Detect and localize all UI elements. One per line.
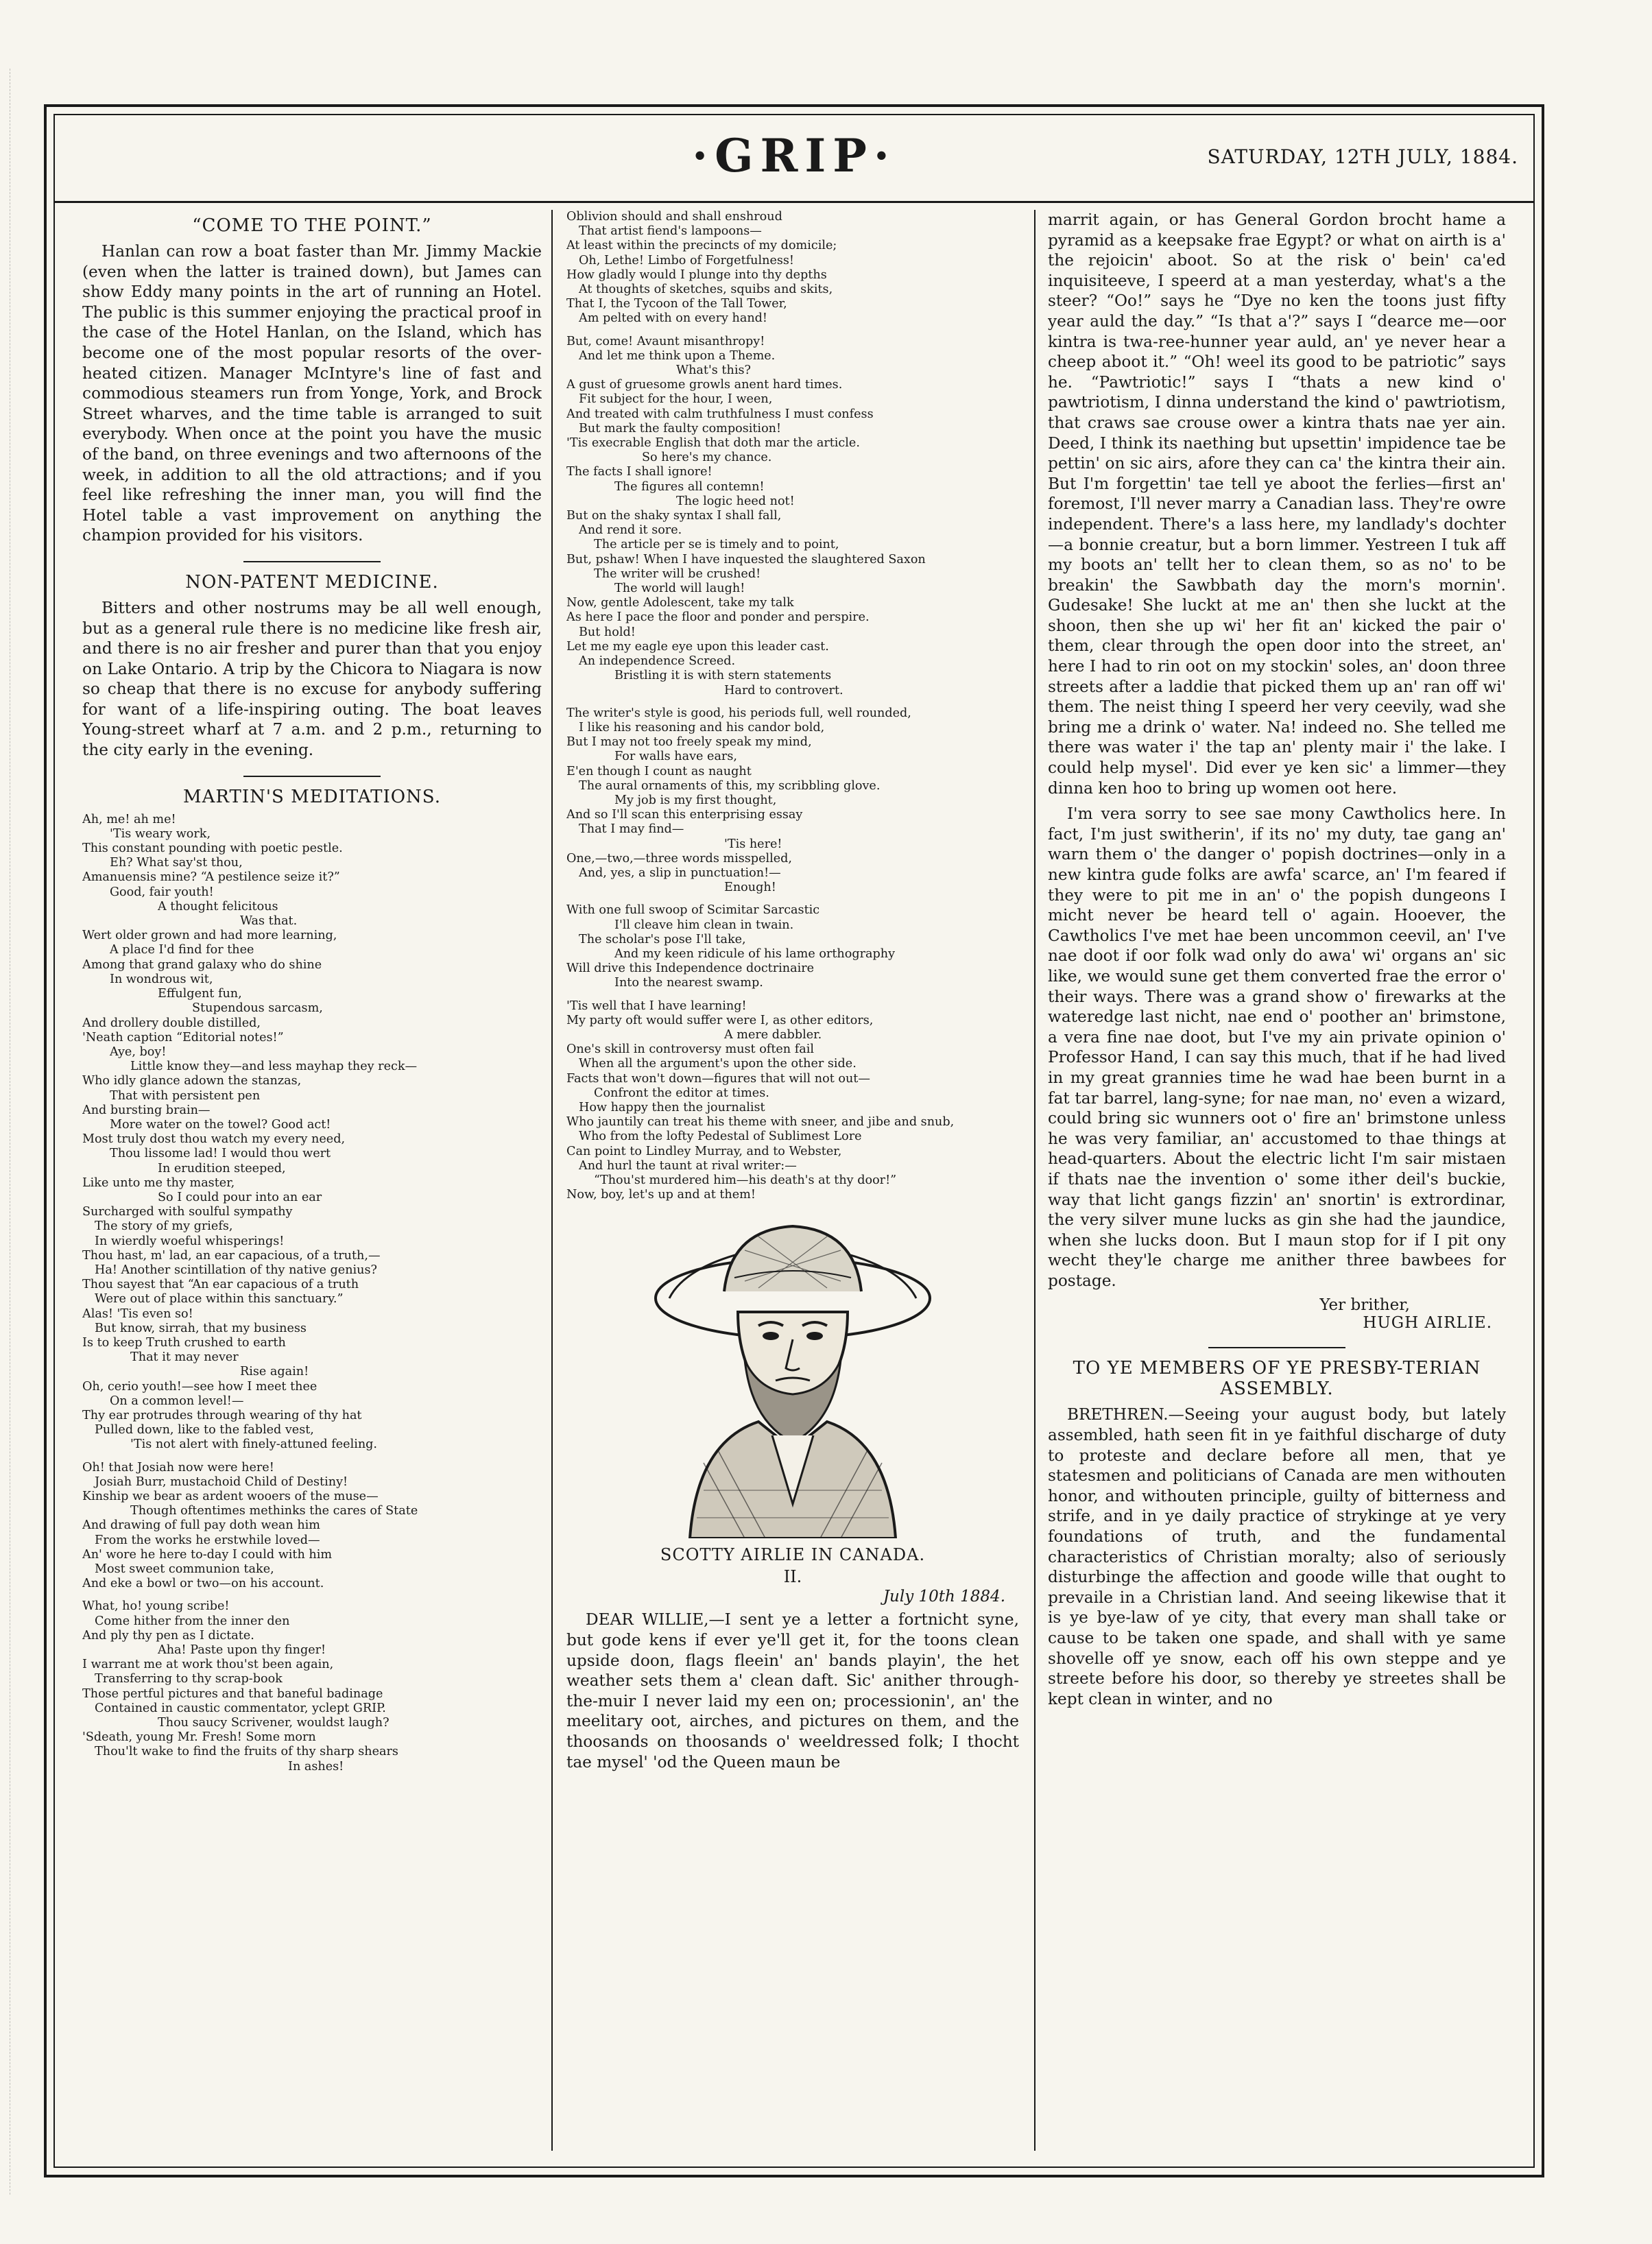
verse-line: So here's my chance.	[642, 451, 772, 465]
verse-line: Contained in caustic commentator, yclept GRIP.	[95, 1701, 386, 1715]
verse-line: For walls have ears,	[614, 750, 737, 764]
verse-line: Hard to controvert.	[724, 683, 843, 697]
letter-part-number: II.	[783, 1567, 802, 1587]
verse-line: That with persistent pen	[110, 1088, 261, 1103]
verse-line: What's this?	[676, 363, 751, 378]
verse-line: Were out of place within this sanctuary.”	[95, 1292, 344, 1306]
verse-line: And so I'll scan this enterprising essay	[566, 808, 803, 822]
section-separator	[1208, 1347, 1345, 1348]
article-body: Bitters and other nostrums may be all well enough, but as a general rule there is no medicine like fresh air, and there is no air fresher and purer than that you enjoy on Lake Ontario. A trip by the Chicora to Niagara is now so cheap that there is no excuse for anybody suffering for want of a life-inspiring outing. The boat leaves Young-street wharf at 7 a.m. and 2 p.m., returning to the city early in the evening.	[82, 598, 542, 760]
page-edge-marks	[10, 69, 14, 2195]
verse-line: So I could pour into an ear	[158, 1190, 322, 1204]
verse-line: 'Tis well that I have learning!	[566, 999, 747, 1013]
letter-body: I'm vera sorry to see sae mony Cawtholics here. In fact, I'm just switherin', if its no' my duty, tae gang an' warn them o' the danger o' popish doctrines—only in a new kintra gude folks are awfa' scarce, an' I'm feared if they were to pit me in an' o' the popish dungeons I micht never be heard tell o' again. Hooever, the Cawtholics I've met hae been uncommon ceevil, an' I've nae doot if oor folk wad only do awa' wi' organs an' sic like, we would sune get them converted frae the error o' their ways. There was a grand show o' firewarks at the wateredge last nicht, nae end o' poother an' brimstone, a vera fine nae doot, but I've my ain private opinion o' Professor Hand, I can say this much, that if he had lived in my great grannies time he wad hae been burnt in a fat tar barrel, lang-syne; for nae man, no' even a wizard, could bring sic wunners oot o' fire an' brimstone unless he was very familiar, an' accustomed to thae things at head-quarters. About the electric licht I'm sair mistaen if thats nae the invention o' some ither deil's buckie, way that licht gangs fizzin' an' snortin' is extrordinar, the very silver mune lucks as gin she had the jaundice, when she lucks doon. But I maun stop for if I pit ony wecht they'le charge me anither three bawbees for postage.	[1048, 804, 1506, 1290]
column-right	[1048, 210, 1506, 2151]
verse-line: One's skill in controversy must often fail	[566, 1042, 814, 1057]
verse-line: Who from the lofty Pedestal of Sublimest Lore	[579, 1130, 862, 1144]
verse-line: A gust of gruesome growls anent hard times.	[566, 378, 843, 392]
column-left	[82, 210, 542, 2151]
verse-line: A mere dabbler.	[724, 1027, 822, 1042]
verse-line: An independence Screed.	[579, 654, 736, 669]
verse-line: Among that grand galaxy who do shine	[82, 957, 322, 972]
verse-line: When all the argument's upon the other side.	[579, 1057, 857, 1071]
verse-line: Now, boy, let's up and at them!	[566, 1188, 756, 1202]
verse-line: Oh, cerio youth!—see how I meet thee	[82, 1379, 318, 1394]
page-header	[55, 115, 1533, 203]
poem-martins-meditations	[82, 813, 542, 1774]
verse-line: But hold!	[579, 625, 636, 639]
verse-line: 'Tis execrable English that doth mar the article.	[566, 436, 860, 451]
verse-line: Is to keep Truth crushed to earth	[82, 1335, 286, 1350]
verse-line: Aye, boy!	[110, 1045, 167, 1059]
article-body: Hanlan can row a boat faster than Mr. Jimmy Mackie (even when the latter is trained down), but James can show Eddy many points in the art of running an Hotel. The public is this summer enjoying the practical proof in the case of the Hotel Hanlan, on the Island, which has become one of the most popular resorts of the over-heated citizen. Manager McIntyre's line of fast and commodious steamers run from Yonge, York, and Brock Street wharves, and the time table is arranged to suit everybody. When once at the point you have the music of the band, on three evenings and two afternoons of the week, in addition to all the old attractions; and if you feel like refreshing the inner man, you will find the Hotel table a vast improvement on anything the champion provided for his visitors.	[82, 242, 542, 545]
stanza-gap	[82, 1591, 542, 1599]
verse-line: Effulgent fun,	[158, 987, 242, 1001]
verse-line: One,—two,—three words misspelled,	[566, 851, 792, 866]
verse-line: And hurl the taunt at rival writer:—	[579, 1158, 797, 1173]
verse-line: But I may not too freely speak my mind,	[566, 735, 812, 750]
verse-line: The figures all contemn!	[614, 479, 765, 494]
verse-line: 'Tis here!	[724, 837, 782, 851]
verse-line: That it may never	[130, 1350, 239, 1365]
verse-line: Thou sayest that “An ear capacious of a truth	[82, 1278, 359, 1292]
verse-line: The aural ornaments of this, my scribbling glove.	[579, 778, 881, 793]
verse-line: The scholar's pose I'll take,	[579, 932, 746, 946]
verse-line: Facts that won't down—figures that will not out—	[566, 1071, 870, 1086]
verse-line: Into the nearest swamp.	[614, 976, 763, 990]
verse-line: Transferring to thy scrap-book	[95, 1672, 283, 1686]
verse-line: As here I pace the floor and ponder and perspire.	[566, 610, 870, 625]
article-headline: NON-PATENT MEDICINE.	[185, 571, 439, 593]
verse-line: At least within the precincts of my domicile;	[566, 239, 837, 253]
verse-line: At thoughts of sketches, squibs and skits,	[579, 283, 833, 297]
verse-line: I'll cleave him clean in twain.	[614, 918, 794, 932]
verse-line: In ashes!	[288, 1759, 344, 1774]
article-headline: MARTIN'S MEDITATIONS.	[183, 786, 441, 807]
verse-line: 'Tis not alert with finely-attuned feeling.	[130, 1437, 378, 1452]
verse-line: “Thou'st murdered him—his death's at thy door!”	[594, 1173, 897, 1187]
verse-line: Surcharged with soulful sympathy	[82, 1205, 293, 1219]
verse-line: Kinship we bear as ardent wooers of the muse—	[82, 1490, 379, 1503]
verse-line: A place I'd find for thee	[110, 943, 254, 957]
stanza-gap	[566, 991, 1019, 999]
page-frame	[44, 104, 1544, 2177]
verse-line: But, come! Avaunt misanthropy!	[566, 334, 765, 348]
verse-line: Bristling it is with stern statements	[614, 669, 832, 683]
verse-line: The world will laugh!	[614, 582, 745, 596]
verse-line: Am pelted with on every hand!	[579, 311, 768, 326]
verse-line: Alas! 'Tis even so!	[82, 1306, 193, 1321]
verse-line: Oh! that Josiah now were here!	[82, 1460, 274, 1475]
article-headline: “COME TO THE POINT.”	[192, 215, 432, 236]
article-body: BRETHREN.—Seeing your august body, but lately assembled, hath seen fit in ye faithful discharge of duty to proteste and declare before all men, that ye statesmen and politicians of Canada are men withouten honor, and withouten principle, guilty of bitterness and strife, and in ye daily practice of strykinge at ye very foundations of truth, and the fundamental characteristics of Christian moralty; also of seriously disturbinge the affection and goode wille that ought to prevaile in a Christian land. And seeing likewise that it is ye bye-law of ye city, that every man shall take or cause to be taken one spade, and shall with ye same shovelle off ye snow, each off his own steppe and ye streete before his door, so thereby ye streetes shall be kept clean in winter, and no	[1048, 1405, 1506, 1708]
verse-line: Oblivion should and shall enshroud	[566, 210, 782, 224]
verse-line: And my keen ridicule of his lame orthography	[614, 946, 896, 961]
verse-line: The article per se is timely and to point,	[594, 538, 839, 552]
verse-line: My job is my first thought,	[614, 793, 777, 807]
verse-line: Now, gentle Adolescent, take my talk	[566, 596, 794, 610]
scotty-airlie-portrait	[649, 1216, 937, 1538]
verse-line: Eh? What say'st thou,	[110, 856, 243, 870]
verse-line: Enough!	[724, 881, 776, 895]
verse-line: 'Tis weary work,	[110, 826, 211, 841]
stanza-gap	[566, 698, 1019, 706]
verse-line: Rise again!	[240, 1365, 309, 1379]
letter-body: DEAR WILLIE,—I sent ye a letter a fortnicht syne, but gode kens if ever ye'll get it, for the toons clean upside doon, flags fleein' an' bands playin', the het weather sets them a' clean daft. Sic' anither through-the-muir I never laid my een on; processionin', an' the meelitary oot, airches, and pictures on them, and the thoosands on thoosands o' weeldressed folk; I thocht tae mysel' 'od the Queen maun be	[566, 1610, 1019, 1771]
verse-line: What, ho! young scribe!	[82, 1599, 230, 1614]
verse-line: An' wore he here to-day I could with him	[82, 1547, 333, 1562]
verse-line: Thou'lt wake to find the fruits of thy sharp shears	[95, 1745, 398, 1759]
verse-line: Thou saucy Scrivener, wouldst laugh?	[158, 1716, 390, 1730]
verse-line: Amanuensis mine? “A pestilence seize it?”	[82, 870, 340, 885]
verse-line: But mark the faulty composition!	[579, 421, 782, 435]
verse-line: Oh, Lethe! Limbo of Forgetfulness!	[579, 253, 794, 267]
illustration-caption: SCOTTY AIRLIE IN CANADA.	[660, 1545, 926, 1565]
verse-line: The story of my griefs,	[95, 1219, 233, 1234]
article-headline: TO YE MEMBERS OF YE PRESBY-TERIAN ASSEMBLY.	[1073, 1358, 1481, 1400]
verse-line: In wondrous wit,	[110, 972, 213, 986]
verse-line: Confront the editor at times.	[594, 1086, 769, 1100]
letter-date: July 10th 1884.	[883, 1588, 1005, 1606]
verse-line: From the works he erstwhile loved—	[95, 1533, 320, 1547]
verse-line: The writer will be crushed!	[594, 566, 761, 581]
verse-line: But know, sirrah, that my business	[95, 1321, 307, 1335]
verse-line: That artist fiend's lampoons—	[579, 224, 762, 239]
verse-line: How happy then the journalist	[579, 1100, 765, 1114]
page-inner-frame	[53, 114, 1535, 2168]
verse-line: Let me my eagle eye upon this leader cast.	[566, 639, 829, 654]
verse-line: Thou lissome lad! I would thou wert	[110, 1147, 331, 1161]
section-separator	[243, 776, 381, 777]
verse-line: More water on the towel? Good act!	[110, 1117, 331, 1132]
verse-line: I warrant me at work thou'st been again,	[82, 1658, 334, 1672]
verse-line: And eke a bowl or two—on his account.	[82, 1577, 324, 1591]
verse-line: Ah, me! ah me!	[82, 812, 176, 826]
verse-line: How gladly would I plunge into thy depths	[566, 267, 827, 282]
issue-date: SATURDAY, 12TH JULY, 1884.	[1207, 145, 1518, 168]
verse-line: Come hither from the inner den	[95, 1614, 290, 1628]
verse-line: 'Neath caption “Editorial notes!”	[82, 1030, 284, 1045]
section-separator	[243, 561, 381, 562]
masthead-title: ·GRIP·	[692, 129, 896, 182]
verse-line: Like unto me thy master,	[82, 1175, 235, 1190]
verse-line: And treated with calm truthfulness I must confess	[566, 407, 874, 421]
verse-line: Aha! Paste upon thy finger!	[158, 1643, 326, 1658]
letter-body-continued: marrit again, or has General Gordon brocht hame a pyramid as a keepsake frae Egypt? or what on airth is a' the rejoicin' aboot. So at the risk o' bein' ca'ed inquisiteeve, I speerd at a man yesterday, what's a the steer? “Oo!” says he “Dye no ken the toons just fifty year auld the day.” “Is that a'?” says I “dearce me—oor kintra is twa-ree-hunner year auld, an' ye never hear a cheep aboot it.” “Oh! weel its good to be patriotic” says he. “Pawtriotic!” says I “thats a new kind o' pawtriotism, I dinna understand the kind o' pawtriotism, that craws sae crouse ower a kintra thats nae yer ain. Deed, I think its naething but upsettin' impidence tae be pettin' on sic airs, afore they can ca' the kintra their ain. But I'm forgettin' tae tell ye aboot the ferlies—first an' foremost, I'll never marry a Canadian lass. They're owre independent. There's a lass here, my landlady's dochter—a bonnie creatur, but a born limmer. Yestreen I tuk aff my boots an' tellt her to clean them, so as no' to be breakin' the Sawbbath day the morn's mornin'. Gudesake! She luckt at me an' then she luckt at the shoon, then she up wi' her fit an' kicked the pair o' them, clear through the open door into the street, an' here I had to rin oot on my stockin' soles, an' doon three streets after a laddie that picked them up an' ran off wi' them. The neist thing I speerd her very ceevily, wad she bring me a drink o' water. Na! indeed no. She telled me there was water i' the tap an' plenty mair i' the lake. I could help mysel'. Did ever ye ken sic' a limmer—they dinna ken hoo to bring up women oot here.	[1048, 211, 1506, 798]
poem-continuation	[566, 210, 1019, 1202]
verse-line: My party oft would suffer were I, as other editors,	[566, 1013, 874, 1027]
verse-line: Those pertful pictures and that baneful badinage	[82, 1686, 383, 1701]
verse-line: Will drive this Independence doctrinaire	[566, 962, 815, 976]
verse-line: Thy ear protrudes through wearing of thy hat	[82, 1408, 362, 1422]
column-rule	[551, 210, 553, 2151]
column-rule	[1034, 210, 1036, 2151]
verse-line: And rend it sore.	[579, 523, 682, 538]
stanza-gap	[566, 895, 1019, 903]
verse-line: I like his reasoning and his candor bold,	[579, 720, 825, 735]
letter-closing: Yer brither,	[1319, 1296, 1410, 1315]
verse-line: Ha! Another scintillation of thy native genius?	[95, 1263, 377, 1277]
verse-line: That I may find—	[579, 822, 684, 837]
verse-line: With one full swoop of Scimitar Sarcastic	[566, 903, 820, 918]
verse-line: Most sweet communion take,	[95, 1562, 274, 1577]
verse-line: Wert older grown and had more learning,	[82, 929, 337, 943]
verse-line: Who idly glance adown the stanzas,	[82, 1074, 302, 1088]
verse-line: And bursting brain—	[82, 1103, 211, 1117]
verse-line: But, pshaw! When I have inquested the slaughtered Saxon	[566, 552, 926, 566]
verse-line: That I, the Tycoon of the Tall Tower,	[566, 297, 787, 311]
verse-line: The writer's style is good, his periods full, well rounded,	[566, 706, 911, 720]
verse-line: The facts I shall ignore!	[566, 465, 713, 479]
verse-line: Good, fair youth!	[110, 885, 214, 899]
verse-line: And, yes, a slip in punctuation!—	[579, 866, 781, 880]
verse-line: And drollery double distilled,	[82, 1016, 261, 1030]
verse-line: Fit subject for the hour, I ween,	[579, 392, 773, 407]
column-middle	[566, 210, 1019, 2151]
verse-line: On a common level!—	[110, 1394, 244, 1408]
verse-line: Most truly dost thou watch my every need,	[82, 1132, 346, 1147]
verse-line: Pulled down, like to the fabled vest,	[95, 1423, 314, 1437]
verse-line: E'en though I count as naught	[566, 764, 752, 778]
verse-line: Who jauntily can treat his theme with sneer, and jibe and snub,	[566, 1115, 955, 1130]
verse-line: Stupendous sarcasm,	[192, 1001, 323, 1016]
verse-line: But on the shaky syntax I shall fall,	[566, 509, 782, 523]
verse-line: Can point to Lindley Murray, and to Webster,	[566, 1144, 842, 1158]
verse-line: And drawing of full pay doth wean him	[82, 1518, 320, 1533]
verse-line: In wierdly woeful whisperings!	[95, 1234, 285, 1248]
verse-line: And ply thy pen as I dictate.	[82, 1628, 254, 1643]
verse-line: The logic heed not!	[676, 494, 795, 508]
verse-line: Though oftentimes methinks the cares of State	[130, 1504, 418, 1518]
stanza-gap	[566, 326, 1019, 335]
verse-line: And let me think upon a Theme.	[579, 348, 776, 363]
verse-line: Josiah Burr, mustachoid Child of Destiny!	[95, 1475, 348, 1489]
verse-line: Was that.	[240, 914, 298, 929]
letter-signature: HUGH AIRLIE.	[1363, 1314, 1492, 1333]
verse-line: In erudition steeped,	[158, 1161, 286, 1175]
verse-line: This constant pounding with poetic pestle.	[82, 842, 343, 856]
verse-line: Little know they—and less mayhap they reck—	[130, 1060, 418, 1074]
verse-line: Thou hast, m' lad, an ear capacious, of a truth,—	[82, 1248, 381, 1263]
verse-line: 'Sdeath, young Mr. Fresh! Some morn	[82, 1730, 316, 1745]
verse-line: A thought felicitous	[158, 899, 278, 914]
stanza-gap	[82, 1453, 542, 1461]
